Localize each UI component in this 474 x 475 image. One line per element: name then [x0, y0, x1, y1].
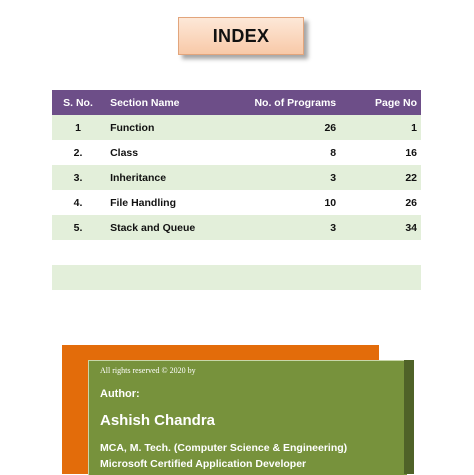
copyright-text: All rights reserved © 2020 by [100, 366, 196, 375]
cell-sno: 4. [52, 190, 104, 215]
table-row [52, 190, 421, 215]
author-certification: Microsoft Certified Application Developer [100, 458, 307, 470]
cell-section-name: Inheritance [104, 165, 233, 190]
header-programs: No. of Programs [233, 90, 343, 115]
table-row [52, 140, 421, 165]
cell-programs: 8 [233, 140, 343, 165]
cell-page-no: 26 [342, 190, 421, 215]
header-section-name: Section Name [104, 90, 233, 115]
cell-programs: 26 [233, 115, 343, 140]
cell-sno: 2. [52, 140, 104, 165]
table-row [52, 165, 421, 190]
cell-section-name: Function [104, 115, 233, 140]
table-row-empty [52, 240, 421, 265]
cell-sno: 5. [52, 215, 104, 240]
cell-section-name: Class [104, 140, 233, 165]
index-title: INDEX [212, 25, 270, 46]
cell-programs: 3 [233, 215, 343, 240]
cell-sno: 3. [52, 165, 104, 190]
cell-programs: 10 [233, 190, 343, 215]
cell-sno: 1 [52, 115, 104, 140]
author-name: Ashish Chandra [100, 412, 216, 429]
table-row [52, 115, 421, 140]
index-table [52, 90, 421, 290]
author-card-strip [404, 360, 414, 474]
author-qualification: MCA, M. Tech. (Computer Science & Engineering) [100, 442, 348, 454]
cell-programs: 3 [233, 165, 343, 190]
table-row-empty [52, 265, 421, 290]
author-label: Author: [100, 388, 140, 400]
header-sno: S. No. [52, 90, 104, 115]
header-page-no: Page No [342, 90, 421, 115]
cell-section-name: Stack and Queue [104, 215, 233, 240]
table-row [52, 215, 421, 240]
table-header-row [52, 90, 421, 115]
cell-page-no: 16 [342, 140, 421, 165]
cell-page-no: 1 [342, 115, 421, 140]
index-title-box [178, 17, 304, 55]
cell-section-name: File Handling [104, 190, 233, 215]
cell-page-no: 34 [342, 215, 421, 240]
cell-page-no: 22 [342, 165, 421, 190]
